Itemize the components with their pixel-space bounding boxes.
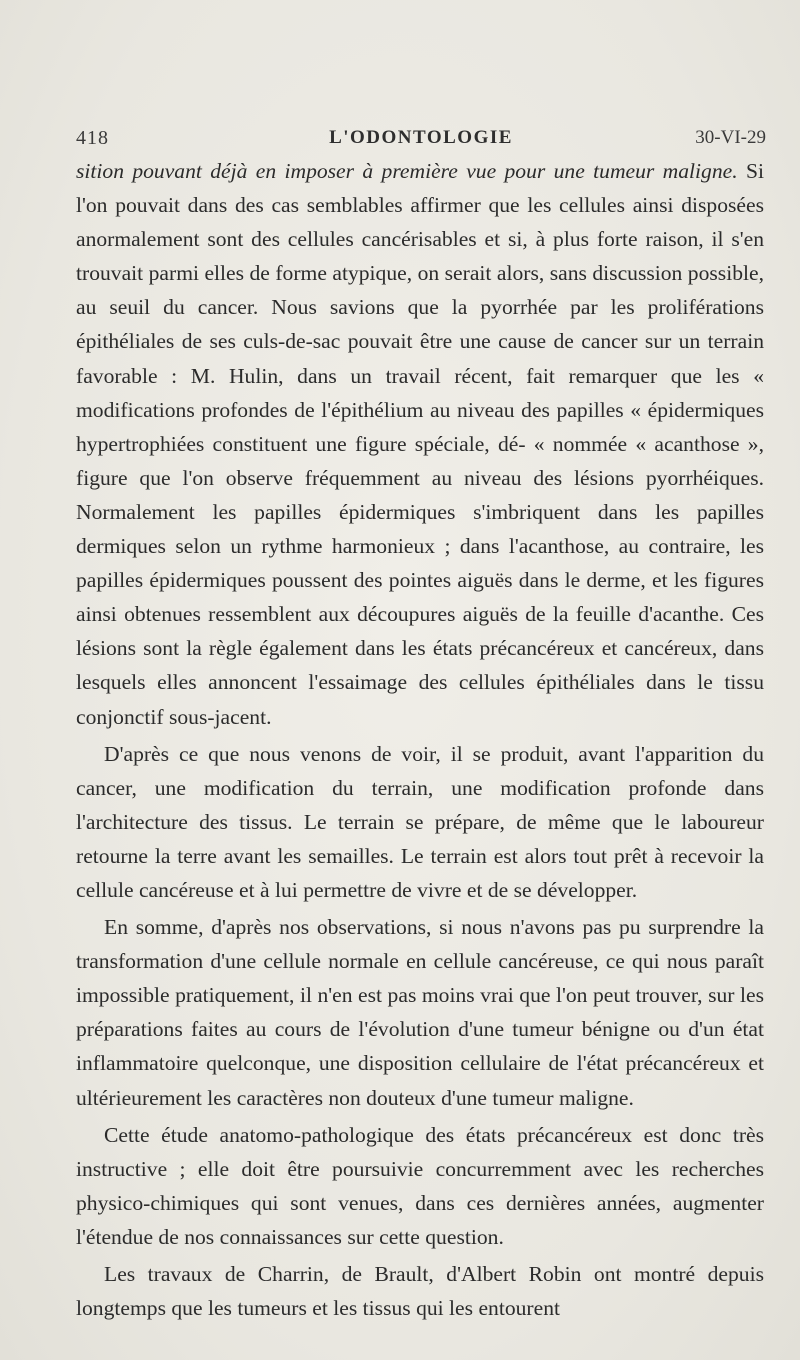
paragraph-1-text: Si l'on pouvait dans des cas semblables affirmer que les cellules ainsi disposées anormalement sont des cellules cancérisables et si, à plus forte raison, il s'en trouvait parmi elles de forme atypique, on serait alors, sans discussion possible, au seuil du cancer. Nous savions que la pyorrhée par les proliférations épithéliales de ses culs-de-sac pouvait être une cause de cancer sur un terrain favorable : M. Hulin, dans un travail récent, fait remarquer que les « modifications profondes de l'épithélium au niveau des papilles « épidermiques hypertrophiées constituent une figure spéciale, dé- « nommée « acanthose », figure que l'on observe fréquemment au niveau des lésions pyorrhéiques. Normalement les papilles épidermiques s'imbriquent dans les papilles dermiques selon un rythme harmonieux ; dans l'acanthose, au contraire, les papilles épidermiques poussent des pointes aiguës dans le derme, et les figures ainsi obtenues ressemblent aux découpures aiguës de la feuille d'acanthe. Ces lésions sont la règle également dans les états précancéreux et cancéreux, dans lesquels elles annoncent l'essaimage des cellules épithéliales dans le tissu conjonctif sous-jacent. — [76, 159, 764, 729]
issue-date: 30-VI-29 — [695, 127, 766, 148]
paragraph-1-italic-lead: sition pouvant déjà en imposer à première vue pour une tumeur maligne. — [76, 159, 738, 183]
paragraph-4: Cette étude anatomo-pathologique des états précancéreux est donc très instructive ; elle doit être poursuivie concurremment avec les recherches physico-chimiques qui sont venues, dans ces dernières années, augmenter l'étendue de nos connaissances sur cette question. — [76, 1122, 764, 1249]
paragraph-2: D'après ce que nous venons de voir, il se produit, avant l'apparition du cancer, une modification du terrain, une modification profonde dans l'architecture des tissus. Le terrain se prépare, de même que le laboureur retourne la terre avant les semailles. Le terrain est alors tout prêt à recevoir la cellule cancéreuse et à lui permettre de vivre et de se développer. — [76, 741, 764, 902]
body-text — [76, 154, 764, 1325]
paragraph-5: Les travaux de Charrin, de Brault, d'Albert Robin ont montré depuis longtemps que les tumeurs et les tissus qui les entourent — [76, 1262, 764, 1321]
page-header — [76, 127, 766, 157]
paragraph-3: En somme, d'après nos observations, si nous n'avons pas pu surprendre la transformation d'une cellule normale en cellule cancéreuse, ce qui nous paraît impossible pratiquement, il n'en est pas moins vrai que l'on peut trouver, sur les préparations faites au cours de l'évolution d'une tumeur bénigne ou d'un état inflammatoire quelconque, une disposition cellulaire de l'état précancéreux et ultérieurement les caractères non douteux d'une tumeur maligne. — [76, 915, 764, 1110]
paragraph-1 — [76, 154, 764, 734]
running-title: L'ODONTOLOGIE — [329, 127, 513, 148]
page-number: 418 — [76, 127, 109, 149]
